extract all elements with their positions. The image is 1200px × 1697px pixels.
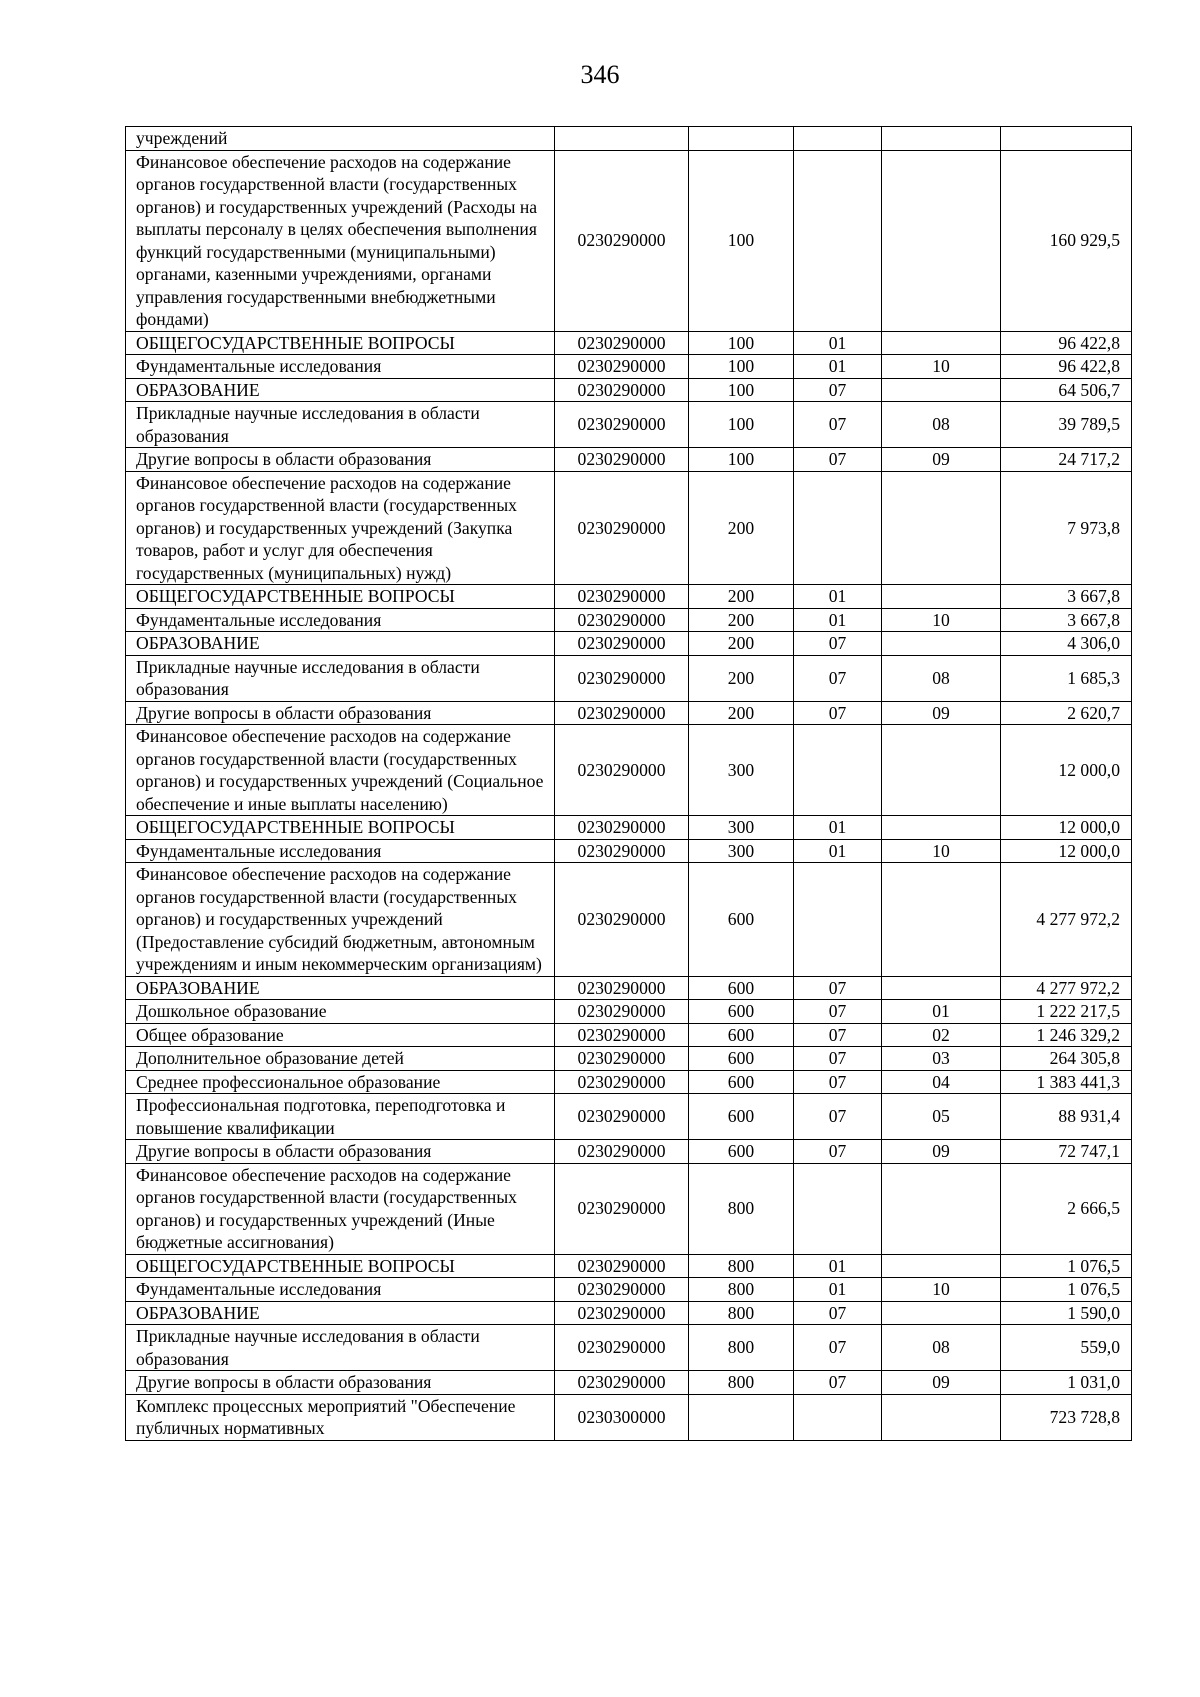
- row-section-cell: 07: [794, 632, 882, 656]
- table-row: [126, 1371, 1132, 1395]
- row-section-cell: 07: [794, 1371, 882, 1395]
- row-subsection-cell: 03: [882, 1047, 1001, 1071]
- row-name-cell: Финансовое обеспечение расходов на содержание органов государственной власти (государственных органов) и государственных учреждений (Иные бюджетные ассигнования): [126, 1163, 555, 1254]
- row-code-cell: 0230290000: [555, 1047, 689, 1071]
- row-name-cell: Другие вопросы в области образования: [126, 1140, 555, 1164]
- row-name-cell: Среднее профессиональное образование: [126, 1070, 555, 1094]
- row-expense-type-cell: 800: [689, 1371, 794, 1395]
- row-name-cell: Прикладные научные исследования в области образования: [126, 655, 555, 701]
- row-name-cell: Фундаментальные исследования: [126, 1278, 555, 1302]
- table-row: [126, 725, 1132, 816]
- page-number: 346: [580, 60, 620, 89]
- row-subsection-cell: [882, 725, 1001, 816]
- row-expense-type-cell: 600: [689, 976, 794, 1000]
- row-name-cell: Другие вопросы в области образования: [126, 701, 555, 725]
- row-code-cell: 0230290000: [555, 839, 689, 863]
- row-subsection-cell: [882, 150, 1001, 331]
- row-name-cell: Фундаментальные исследования: [126, 608, 555, 632]
- row-section-cell: 07: [794, 1325, 882, 1371]
- row-section-cell: 01: [794, 1254, 882, 1278]
- row-amount-cell: 4 306,0: [1001, 632, 1132, 656]
- row-code-cell: 0230290000: [555, 1254, 689, 1278]
- table-row: [126, 608, 1132, 632]
- row-expense-type-cell: 600: [689, 1023, 794, 1047]
- table-row: [126, 331, 1132, 355]
- row-amount-cell: 1 685,3: [1001, 655, 1132, 701]
- row-name-cell: Фундаментальные исследования: [126, 355, 555, 379]
- row-name-cell: ОБЩЕГОСУДАРСТВЕННЫЕ ВОПРОСЫ: [126, 585, 555, 609]
- row-expense-type-cell: 100: [689, 402, 794, 448]
- table-row: [126, 655, 1132, 701]
- row-subsection-cell: 10: [882, 355, 1001, 379]
- table-row: [126, 1140, 1132, 1164]
- row-code-cell: 0230290000: [555, 331, 689, 355]
- row-subsection-cell: [882, 127, 1001, 151]
- row-name-cell: учреждений: [126, 127, 555, 151]
- row-expense-type-cell: [689, 1394, 794, 1440]
- row-section-cell: 07: [794, 1070, 882, 1094]
- table-row: [126, 1070, 1132, 1094]
- row-section-cell: 07: [794, 655, 882, 701]
- row-section-cell: [794, 471, 882, 585]
- row-expense-type-cell: 200: [689, 655, 794, 701]
- row-amount-cell: 4 277 972,2: [1001, 863, 1132, 977]
- table-row: [126, 1278, 1132, 1302]
- row-expense-type-cell: 600: [689, 1094, 794, 1140]
- row-subsection-cell: [882, 331, 1001, 355]
- row-section-cell: [794, 127, 882, 151]
- row-name-cell: ОБЩЕГОСУДАРСТВЕННЫЕ ВОПРОСЫ: [126, 816, 555, 840]
- row-amount-cell: 4 277 972,2: [1001, 976, 1132, 1000]
- row-expense-type-cell: 100: [689, 150, 794, 331]
- row-section-cell: 07: [794, 976, 882, 1000]
- row-name-cell: ОБЩЕГОСУДАРСТВЕННЫЕ ВОПРОСЫ: [126, 1254, 555, 1278]
- table-row: [126, 1023, 1132, 1047]
- table-row: [126, 150, 1132, 331]
- row-subsection-cell: [882, 585, 1001, 609]
- row-expense-type-cell: 300: [689, 816, 794, 840]
- row-amount-cell: 39 789,5: [1001, 402, 1132, 448]
- table-row: [126, 127, 1132, 151]
- row-expense-type-cell: 800: [689, 1163, 794, 1254]
- row-expense-type-cell: 600: [689, 1047, 794, 1071]
- row-expense-type-cell: 600: [689, 1000, 794, 1024]
- row-code-cell: 0230290000: [555, 632, 689, 656]
- row-name-cell: Комплекс процессных мероприятий "Обеспечение публичных нормативных: [126, 1394, 555, 1440]
- row-section-cell: 07: [794, 1023, 882, 1047]
- row-amount-cell: 1 246 329,2: [1001, 1023, 1132, 1047]
- row-name-cell: Дополнительное образование детей: [126, 1047, 555, 1071]
- row-subsection-cell: [882, 1301, 1001, 1325]
- row-subsection-cell: 08: [882, 1325, 1001, 1371]
- row-subsection-cell: [882, 863, 1001, 977]
- row-section-cell: [794, 150, 882, 331]
- row-subsection-cell: 08: [882, 655, 1001, 701]
- table-row: [126, 1000, 1132, 1024]
- row-code-cell: 0230290000: [555, 1163, 689, 1254]
- row-expense-type-cell: 100: [689, 355, 794, 379]
- row-code-cell: 0230290000: [555, 701, 689, 725]
- row-section-cell: 01: [794, 355, 882, 379]
- row-amount-cell: [1001, 127, 1132, 151]
- row-expense-type-cell: 200: [689, 585, 794, 609]
- row-amount-cell: 1 076,5: [1001, 1278, 1132, 1302]
- row-code-cell: 0230290000: [555, 585, 689, 609]
- table-row: [126, 1047, 1132, 1071]
- table-row: [126, 1094, 1132, 1140]
- row-code-cell: 0230290000: [555, 1371, 689, 1395]
- row-expense-type-cell: 800: [689, 1278, 794, 1302]
- table-row: [126, 1301, 1132, 1325]
- row-subsection-cell: 01: [882, 1000, 1001, 1024]
- row-expense-type-cell: 600: [689, 1070, 794, 1094]
- row-subsection-cell: 02: [882, 1023, 1001, 1047]
- row-section-cell: 01: [794, 608, 882, 632]
- row-expense-type-cell: 800: [689, 1301, 794, 1325]
- row-section-cell: [794, 1163, 882, 1254]
- row-amount-cell: 2 620,7: [1001, 701, 1132, 725]
- row-code-cell: 0230290000: [555, 655, 689, 701]
- row-code-cell: 0230290000: [555, 1023, 689, 1047]
- row-amount-cell: 1 590,0: [1001, 1301, 1132, 1325]
- row-name-cell: ОБРАЗОВАНИЕ: [126, 632, 555, 656]
- row-amount-cell: 12 000,0: [1001, 725, 1132, 816]
- row-code-cell: 0230290000: [555, 471, 689, 585]
- row-name-cell: ОБЩЕГОСУДАРСТВЕННЫЕ ВОПРОСЫ: [126, 331, 555, 355]
- row-amount-cell: 723 728,8: [1001, 1394, 1132, 1440]
- row-name-cell: Финансовое обеспечение расходов на содержание органов государственной власти (государственных органов) и государственных учреждений (Социальное обеспечение и иные выплаты населению): [126, 725, 555, 816]
- row-name-cell: Другие вопросы в области образования: [126, 1371, 555, 1395]
- row-subsection-cell: 05: [882, 1094, 1001, 1140]
- row-code-cell: 0230290000: [555, 150, 689, 331]
- row-code-cell: 0230290000: [555, 355, 689, 379]
- table-row: [126, 863, 1132, 977]
- row-code-cell: 0230290000: [555, 1325, 689, 1371]
- row-code-cell: 0230300000: [555, 1394, 689, 1440]
- row-section-cell: 01: [794, 816, 882, 840]
- table-row: [126, 355, 1132, 379]
- row-amount-cell: 1 031,0: [1001, 1371, 1132, 1395]
- row-section-cell: 07: [794, 1301, 882, 1325]
- row-name-cell: Прикладные научные исследования в области образования: [126, 1325, 555, 1371]
- row-expense-type-cell: 600: [689, 863, 794, 977]
- row-code-cell: 0230290000: [555, 1070, 689, 1094]
- budget-table-body: [126, 127, 1132, 1441]
- row-expense-type-cell: 200: [689, 701, 794, 725]
- row-subsection-cell: 10: [882, 608, 1001, 632]
- row-expense-type-cell: 100: [689, 448, 794, 472]
- row-code-cell: [555, 127, 689, 151]
- row-expense-type-cell: [689, 127, 794, 151]
- row-name-cell: Другие вопросы в области образования: [126, 448, 555, 472]
- row-subsection-cell: 10: [882, 839, 1001, 863]
- row-subsection-cell: [882, 1163, 1001, 1254]
- table-row: [126, 1325, 1132, 1371]
- row-expense-type-cell: 200: [689, 471, 794, 585]
- row-subsection-cell: 09: [882, 701, 1001, 725]
- row-expense-type-cell: 300: [689, 839, 794, 863]
- row-expense-type-cell: 800: [689, 1325, 794, 1371]
- row-amount-cell: 24 717,2: [1001, 448, 1132, 472]
- row-amount-cell: 1 383 441,3: [1001, 1070, 1132, 1094]
- row-amount-cell: 559,0: [1001, 1325, 1132, 1371]
- row-amount-cell: 3 667,8: [1001, 608, 1132, 632]
- row-amount-cell: 160 929,5: [1001, 150, 1132, 331]
- table-row: [126, 632, 1132, 656]
- row-subsection-cell: [882, 632, 1001, 656]
- row-name-cell: Финансовое обеспечение расходов на содержание органов государственной власти (государственных органов) и государственных учреждений (Расходы на выплаты персоналу в целях обеспечения выполнения функций государственными (муниципальными) органами, казенными учреждениями, органами управления государственными внебюджетными фондами): [126, 150, 555, 331]
- row-subsection-cell: [882, 1394, 1001, 1440]
- budget-table: [125, 126, 1132, 1441]
- row-amount-cell: 96 422,8: [1001, 355, 1132, 379]
- row-expense-type-cell: 100: [689, 378, 794, 402]
- row-name-cell: Фундаментальные исследования: [126, 839, 555, 863]
- row-subsection-cell: 10: [882, 1278, 1001, 1302]
- table-row: [126, 1394, 1132, 1440]
- row-code-cell: 0230290000: [555, 976, 689, 1000]
- row-section-cell: 07: [794, 1000, 882, 1024]
- row-subsection-cell: [882, 378, 1001, 402]
- row-expense-type-cell: 600: [689, 1140, 794, 1164]
- row-section-cell: 07: [794, 701, 882, 725]
- row-amount-cell: 264 305,8: [1001, 1047, 1132, 1071]
- row-name-cell: ОБРАЗОВАНИЕ: [126, 976, 555, 1000]
- row-amount-cell: 96 422,8: [1001, 331, 1132, 355]
- table-row: [126, 585, 1132, 609]
- row-code-cell: 0230290000: [555, 402, 689, 448]
- row-subsection-cell: 08: [882, 402, 1001, 448]
- row-code-cell: 0230290000: [555, 1140, 689, 1164]
- row-code-cell: 0230290000: [555, 608, 689, 632]
- table-row: [126, 816, 1132, 840]
- row-code-cell: 0230290000: [555, 1000, 689, 1024]
- row-name-cell: ОБРАЗОВАНИЕ: [126, 1301, 555, 1325]
- table-row: [126, 448, 1132, 472]
- row-code-cell: 0230290000: [555, 1094, 689, 1140]
- row-section-cell: 01: [794, 331, 882, 355]
- row-section-cell: 07: [794, 1094, 882, 1140]
- table-row: [126, 701, 1132, 725]
- row-subsection-cell: [882, 976, 1001, 1000]
- row-amount-cell: 3 667,8: [1001, 585, 1132, 609]
- row-name-cell: Профессиональная подготовка, переподготовка и повышение квалификации: [126, 1094, 555, 1140]
- row-section-cell: [794, 725, 882, 816]
- row-section-cell: 01: [794, 585, 882, 609]
- row-code-cell: 0230290000: [555, 1278, 689, 1302]
- row-section-cell: 07: [794, 1140, 882, 1164]
- table-row: [126, 471, 1132, 585]
- row-amount-cell: 1 222 217,5: [1001, 1000, 1132, 1024]
- row-code-cell: 0230290000: [555, 725, 689, 816]
- row-code-cell: 0230290000: [555, 448, 689, 472]
- row-expense-type-cell: 300: [689, 725, 794, 816]
- row-subsection-cell: [882, 816, 1001, 840]
- row-name-cell: Дошкольное образование: [126, 1000, 555, 1024]
- table-row: [126, 976, 1132, 1000]
- row-subsection-cell: 09: [882, 1140, 1001, 1164]
- row-section-cell: 01: [794, 1278, 882, 1302]
- row-amount-cell: 88 931,4: [1001, 1094, 1132, 1140]
- table-row: [126, 378, 1132, 402]
- row-name-cell: Финансовое обеспечение расходов на содержание органов государственной власти (государственных органов) и государственных учреждений (Предоставление субсидий бюджетным, автономным учреждениям и иным некоммерческим организациям): [126, 863, 555, 977]
- table-row: [126, 839, 1132, 863]
- row-expense-type-cell: 100: [689, 331, 794, 355]
- row-amount-cell: 72 747,1: [1001, 1140, 1132, 1164]
- row-section-cell: [794, 863, 882, 977]
- row-section-cell: 07: [794, 402, 882, 448]
- row-name-cell: Финансовое обеспечение расходов на содержание органов государственной власти (государственных органов) и государственных учреждений (Закупка товаров, работ и услуг для обеспечения государственных (муниципальных) нужд): [126, 471, 555, 585]
- table-row: [126, 1254, 1132, 1278]
- row-section-cell: 07: [794, 1047, 882, 1071]
- row-name-cell: Общее образование: [126, 1023, 555, 1047]
- row-amount-cell: 7 973,8: [1001, 471, 1132, 585]
- row-code-cell: 0230290000: [555, 816, 689, 840]
- row-subsection-cell: [882, 471, 1001, 585]
- row-name-cell: Прикладные научные исследования в области образования: [126, 402, 555, 448]
- row-amount-cell: 12 000,0: [1001, 839, 1132, 863]
- row-subsection-cell: 09: [882, 1371, 1001, 1395]
- row-subsection-cell: 09: [882, 448, 1001, 472]
- row-expense-type-cell: 200: [689, 632, 794, 656]
- row-amount-cell: 2 666,5: [1001, 1163, 1132, 1254]
- row-code-cell: 0230290000: [555, 863, 689, 977]
- row-section-cell: [794, 1394, 882, 1440]
- row-amount-cell: 1 076,5: [1001, 1254, 1132, 1278]
- row-code-cell: 0230290000: [555, 1301, 689, 1325]
- row-section-cell: 07: [794, 378, 882, 402]
- table-row: [126, 1163, 1132, 1254]
- table-row: [126, 402, 1132, 448]
- row-section-cell: 01: [794, 839, 882, 863]
- row-subsection-cell: 04: [882, 1070, 1001, 1094]
- row-code-cell: 0230290000: [555, 378, 689, 402]
- row-expense-type-cell: 800: [689, 1254, 794, 1278]
- row-expense-type-cell: 200: [689, 608, 794, 632]
- row-amount-cell: 64 506,7: [1001, 378, 1132, 402]
- row-name-cell: ОБРАЗОВАНИЕ: [126, 378, 555, 402]
- row-subsection-cell: [882, 1254, 1001, 1278]
- row-amount-cell: 12 000,0: [1001, 816, 1132, 840]
- row-section-cell: 07: [794, 448, 882, 472]
